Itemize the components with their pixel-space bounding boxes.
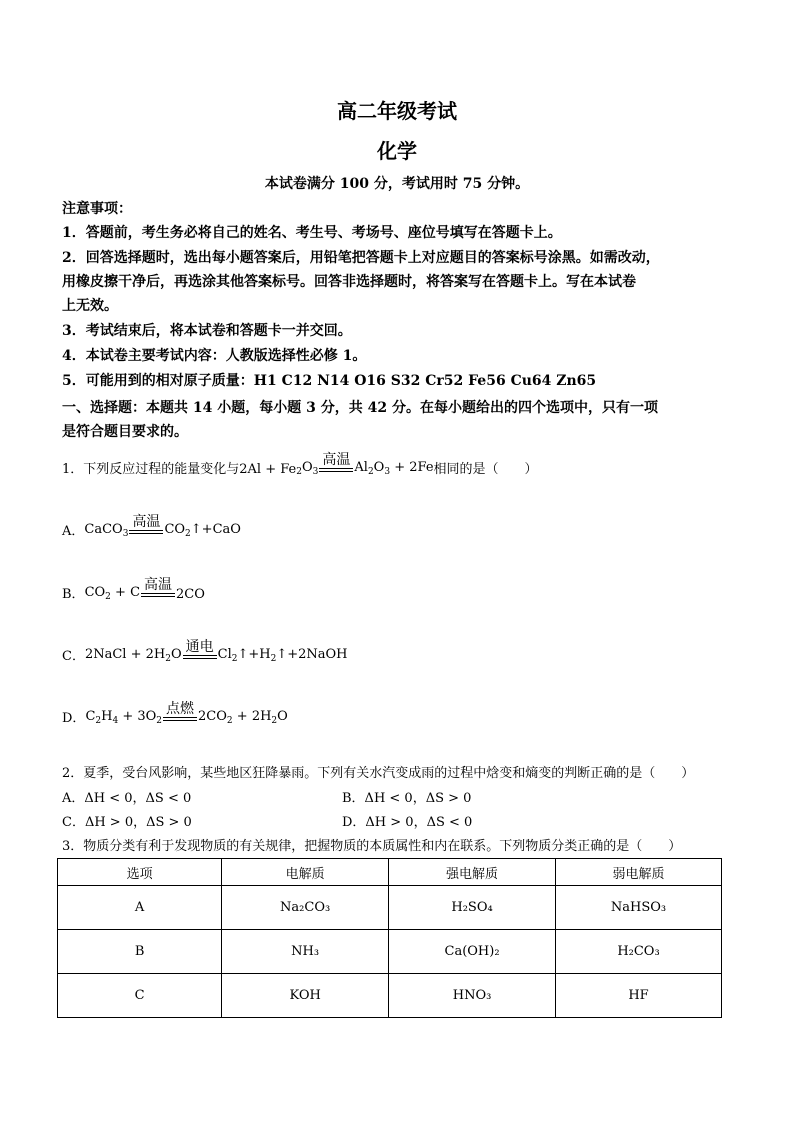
- table-cell: Ca(OH)₂: [389, 930, 556, 974]
- note-2c: 上无效。: [62, 298, 118, 314]
- header-cell: 选项: [58, 859, 222, 886]
- table-row: [58, 886, 722, 930]
- table-cell: NaHSO₃: [556, 886, 722, 930]
- q2-option-a: A．ΔH < 0，ΔS < 0: [62, 791, 192, 806]
- q1-option-a: A． CaCO$_3$ 高温 $CO_2↑+CaO$: [62, 514, 241, 539]
- note-5: 5．可能用到的相对原子质量：H1 C12 N14 O16 S32 Cr52 Fe56 Cu64 Zn65: [62, 373, 597, 389]
- notes-heading: 注意事项：: [62, 201, 132, 217]
- q1-stem-prefix: 1．下列反应过程的能量变化与2Al + Fe: [62, 462, 297, 477]
- table-row: [58, 974, 722, 1018]
- table-cell: KOH: [222, 974, 389, 1018]
- note-2a: 2．回答选择题时，选出每小题答案后，用铅笔把答题卡上对应题目的答案标号涂黑。如需改动，: [62, 250, 660, 266]
- table-header-row: [58, 859, 722, 886]
- table-row: [58, 930, 722, 974]
- note-3: 3．考试结束后，将本试卷和答题卡一并交回。: [62, 323, 352, 339]
- q2-stem: 2．夏季，受台风影响，某些地区狂降暴雨。下列有关水汽变成雨的过程中焓变和熵变的判断正确的是（ ）: [62, 766, 695, 781]
- header-cell: 弱电解质: [556, 859, 722, 886]
- header-cell: 强电解质: [389, 859, 556, 886]
- header-cell: 电解质: [222, 859, 389, 886]
- q1-option-c: C． 2NaCl + $2H_2O$ 通电 $Cl_2↑+H_2↑+2NaOH$: [62, 639, 348, 664]
- q1-stem-condition: 高温: [319, 452, 353, 477]
- table-cell: B: [58, 930, 222, 974]
- section1-line1: 一、选择题：本题共 14 小题，每小题 3 分，共 42 分。在每小题给出的四个选项中，只有一项: [62, 400, 658, 416]
- table-cell: C: [58, 974, 222, 1018]
- q1-stem-suffix: 相同的是（ ）: [433, 462, 538, 477]
- q1-option-d: D． $C_2H_4 + 3O_2$ 点燃 $2CO_2 + 2H_2O$: [62, 701, 288, 726]
- q3-stem: 3．物质分类有利于发现物质的有关规律，把握物质的本质属性和内在联系。下列物质分类正确的是（ ）: [62, 839, 682, 854]
- note-1: 1．答题前，考生务必将自己的姓名、考生号、考场号、座位号填写在答题卡上。: [62, 225, 562, 241]
- table-cell: Na₂CO₃: [222, 886, 389, 930]
- table-cell: HF: [556, 974, 722, 1018]
- q1-option-a-condition: 高温: [129, 514, 163, 539]
- q1-option-b: B． $CO_2 + C$ 高温 2CO: [62, 577, 205, 602]
- table-cell: NH₃: [222, 930, 389, 974]
- q2-option-b: B．ΔH < 0，ΔS > 0: [342, 791, 472, 806]
- section1-line2: 是符合题目要求的。: [62, 424, 188, 440]
- table-cell: HNO₃: [389, 974, 556, 1018]
- table-cell: H₂SO₄: [389, 886, 556, 930]
- note-4: 4．本试卷主要考试内容：人教版选择性必修 1。: [62, 348, 367, 364]
- note-2b: 用橡皮擦干净后，再选涂其他答案标号。回答非选择题时，将答案写在答题卡上。写在本试卷: [62, 274, 636, 290]
- score-info: 本试卷满分 100 分，考试用时 75 分钟。: [264, 176, 530, 192]
- q1-option-d-condition: 点燃: [163, 701, 197, 726]
- q2-option-d: D．ΔH > 0，ΔS < 0: [342, 815, 473, 830]
- q2-option-c: C．ΔH > 0，ΔS > 0: [62, 815, 192, 830]
- q1-option-b-condition: 高温: [141, 577, 175, 602]
- table-cell: H₂CO₃: [556, 930, 722, 974]
- subject-title: 化学: [377, 139, 417, 163]
- q1-option-c-condition: 通电: [183, 639, 217, 664]
- table-cell: A: [58, 886, 222, 930]
- exam-title: 高二年级考试: [337, 99, 457, 123]
- classification-table: [57, 858, 722, 1018]
- q1-stem: 1．下列反应过程的能量变化与2Al + Fe $_2O_3$ 高温 $Al_2O_3 + 2Fe$ 相同的是（ ）: [62, 452, 538, 477]
